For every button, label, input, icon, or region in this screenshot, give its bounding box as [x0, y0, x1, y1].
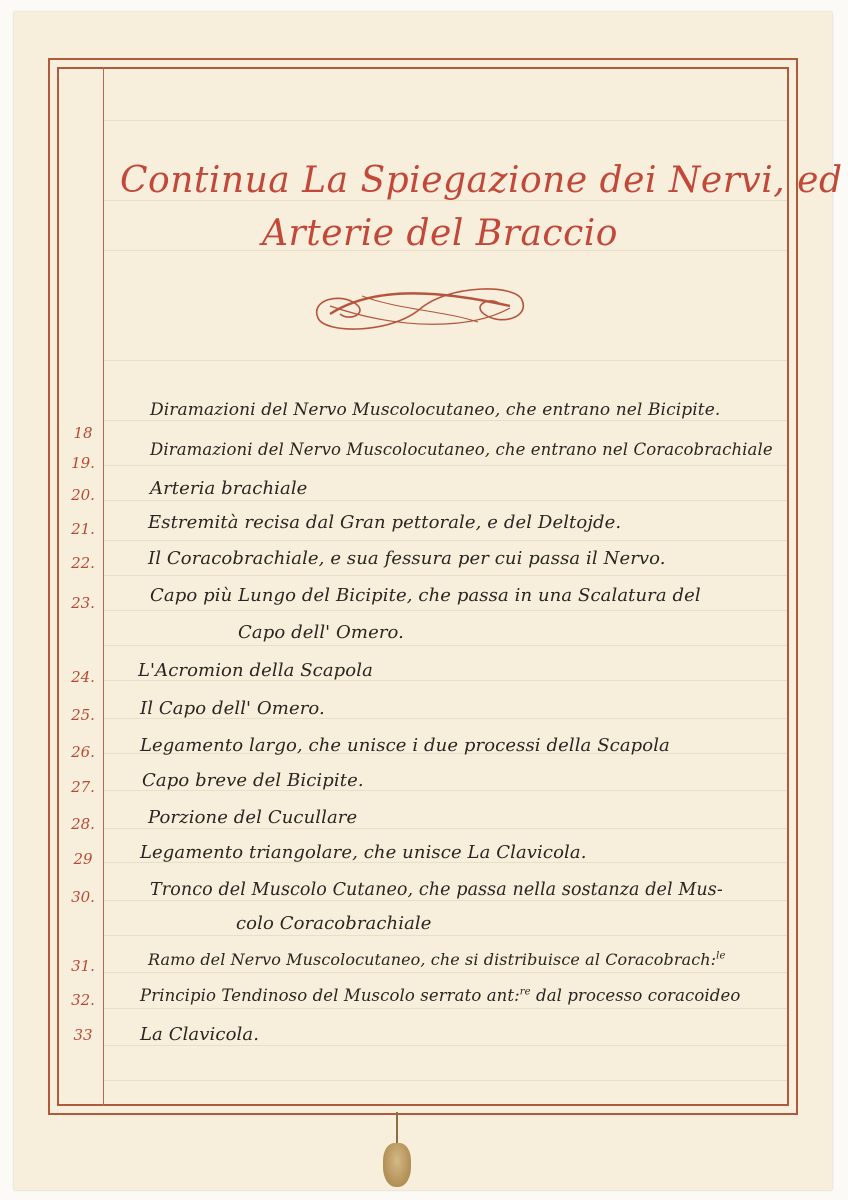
entry-text: La Clavicola.	[140, 1024, 260, 1045]
entry-text: Capo più Lungo del Bicipite, che passa in una Scalatura del	[150, 585, 701, 606]
entry-number: 32.	[71, 991, 95, 1009]
entry-number: 22.	[71, 554, 95, 572]
entry-number: 29	[73, 850, 93, 868]
entry-text: Porzione del Cucullare	[148, 807, 358, 828]
entry-text: Tronco del Muscolo Cutaneo, che passa nella sostanza del Mus-	[150, 880, 723, 900]
entry-number: 26.	[71, 743, 95, 761]
entry-number: 20.	[71, 486, 95, 504]
entry-number: 23.	[71, 594, 95, 612]
entry-text: Estremità recisa dal Gran pettorale, e del Deltojde.	[148, 512, 622, 533]
binding-thread	[396, 1112, 398, 1146]
entry-text: Diramazioni del Nervo Muscolocutaneo, che entrano nel Coracobrachiale	[150, 440, 773, 459]
entry-text: Diramazioni del Nervo Muscolocutaneo, che entrano nel Bicipite.	[150, 400, 721, 420]
entry-text	[148, 950, 726, 969]
title-line-1: Continua La Spiegazione dei Nervi, ed	[120, 160, 843, 201]
entry-number: 18	[73, 424, 93, 442]
entry-text: Il Coracobrachiale, e sua fessura per cui passa il Nervo.	[148, 548, 666, 569]
entry-text: Legamento largo, che unisce i due processi della Scapola	[140, 735, 670, 756]
title-line-2: Arterie del Braccio	[262, 213, 618, 254]
superscript-abbrev: re	[519, 986, 531, 998]
paper-tab	[383, 1143, 411, 1187]
entry-text	[140, 986, 740, 1005]
entry-number: 19.	[71, 454, 95, 472]
entry-number: 24.	[71, 668, 95, 686]
entry-number: 25.	[71, 706, 95, 724]
calligraphic-flourish	[300, 278, 540, 340]
entry-tail-text: dal processo coracoideo	[530, 986, 741, 1005]
entry-text: Capo breve del Bicipite.	[142, 770, 364, 791]
superscript-abbrev: le	[716, 950, 726, 962]
entry-number: 31.	[71, 957, 95, 975]
margin-rule	[103, 67, 104, 1106]
entry-text: Il Capo dell' Omero.	[140, 698, 325, 719]
entry-text: Arteria brachiale	[150, 478, 308, 499]
entry-main-text: Principio Tendinoso del Muscolo serrato ant:	[140, 986, 520, 1005]
entry-number: 28.	[71, 815, 95, 833]
entry-number: 27.	[71, 778, 95, 796]
entry-text: Legamento triangolare, che unisce La Clavicola.	[140, 842, 587, 863]
entry-text: L'Acromion della Scapola	[138, 660, 373, 681]
entry-number: 30.	[71, 888, 95, 906]
entry-main-text: Ramo del Nervo Muscolocutaneo, che si distribuisce al Coracobrach:	[148, 950, 717, 969]
entry-text-continuation: Capo dell' Omero.	[238, 622, 404, 643]
entry-number: 33	[73, 1026, 93, 1044]
entry-number: 21.	[71, 520, 95, 538]
entry-text-continuation: colo Coracobrachiale	[236, 913, 432, 934]
